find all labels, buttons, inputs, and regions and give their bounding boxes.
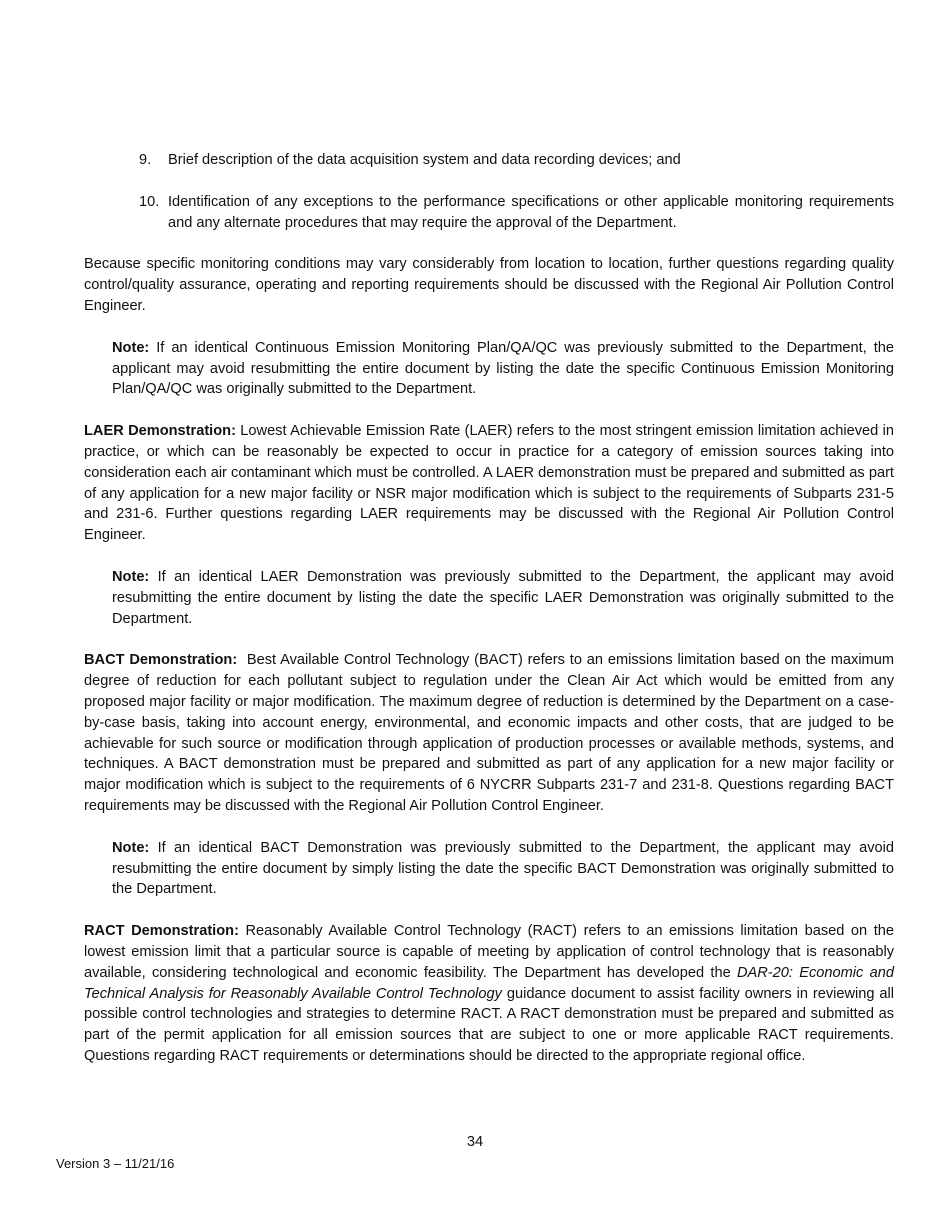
laer-heading: LAER Demonstration:: [84, 423, 236, 440]
ract-text-after: guidance document to assist facility owners in reviewing all possible control technologies and strategies to determine RACT. A RACT demonstration must be prepared and submitted as part of the permit application for all emission sources that are subject to one or more applicable RACT requirements. Questions regarding RACT requirements or determinations should be directed to the appropriate regional office.: [84, 985, 894, 1064]
list-item: [139, 150, 894, 171]
ract-guidance-title: DAR-20: Economic and Technical Analysis for Reasonably Available Control Technology: [84, 964, 895, 1002]
note-text: If an identical BACT Demonstration was previously submitted to the Department, the applicant may avoid resubmitting the entire document by simply listing the date the specific BACT Demonstration was originally submitted to the Department.: [112, 839, 894, 898]
list-item-text: Brief description of the data acquisition system and data recording devices; and: [168, 152, 681, 168]
version-label: Version 3 – 11/21/16: [56, 1156, 175, 1171]
note-label: Note:: [112, 568, 150, 585]
bact-section: [84, 650, 899, 816]
ract-heading: RACT Demonstration:: [84, 923, 239, 940]
page-content: [84, 150, 899, 1067]
ract-text-before: Reasonably Available Control Technology (RACT) refers to an emissions limitation based on the lowest emission limit that a particular source is capable of meeting by application of control technology that is reasonably available, considering technological and economic feasibility. The Department has developed the: [84, 923, 894, 981]
list-item: [139, 192, 894, 234]
note-text: If an identical Continuous Emission Monitoring Plan/QA/QC was previously submitted to the Department, the applicant may avoid resubmitting the entire document by listing the date the specific Continuous Emission Monitoring Plan/QA/QC was originally submitted to the Department.: [112, 339, 894, 398]
note-label: Note:: [112, 339, 150, 356]
laer-text: Lowest Achievable Emission Rate (LAER) refers to the most stringent emission limitation achieved in practice, or which can be reasonably be expected to occur in practice for a category of emission sources taking into consideration each air contaminant which must be controlled. A LAER demonstration must be prepared and submitted as part of any application for a new major facility or NSR major modification which is subject to the requirements of Subparts 231-5 and 231-6. Further questions regarding LAER requirements may be discussed with the Regional Air Pollution Control Engineer.: [84, 423, 894, 544]
note-bact: [112, 838, 894, 900]
list-item-text: Identification of any exceptions to the performance specifications or other applicable monitoring requirements and any alternate procedures that may require the approval of the Department.: [168, 193, 894, 231]
ract-section: [84, 921, 894, 1067]
laer-section: [84, 421, 894, 546]
list-item-number: 9.: [139, 152, 152, 168]
note-label: Note:: [112, 839, 150, 856]
note-cem-plan: [112, 338, 894, 400]
monitoring-paragraph: Because specific monitoring conditions may vary considerably from location to location, further questions regarding quality control/quality assurance, operating and reporting requirements should be discussed with the Regional Air Pollution Control Engineer.: [84, 256, 894, 314]
page-number: 34: [466, 1134, 484, 1150]
list-item-number: 10.: [139, 193, 160, 210]
bact-text: Best Available Control Technology (BACT) refers to an emissions limitation based on the maximum degree of reduction for each pollutant subject to regulation under the Clean Air Act which would be emitted from any proposed major facility or major modification. The maximum degree of reduction is determined by the Department on a case-by-case basis, taking into account energy, environmental, and economic impacts and other costs, that are judged to be achievable for such source or modification through application of production processes or available methods, systems, and techniques. A BACT demonstration must be prepared and submitted as part of any application for a new major facility or major modification which is subject to the requirements of 6 NYCRR Subparts 231-7 and 231-8. Questions regarding BACT requirements may be discussed with the Regional Air Pollution Control Engineer.: [84, 652, 899, 814]
note-laer: [112, 567, 894, 629]
bact-heading: BACT Demonstration:: [84, 652, 238, 669]
note-text: If an identical LAER Demonstration was previously submitted to the Department, the applicant may avoid resubmitting the entire document by listing the date the specific LAER Demonstration was originally submitted to the Department.: [112, 568, 894, 627]
